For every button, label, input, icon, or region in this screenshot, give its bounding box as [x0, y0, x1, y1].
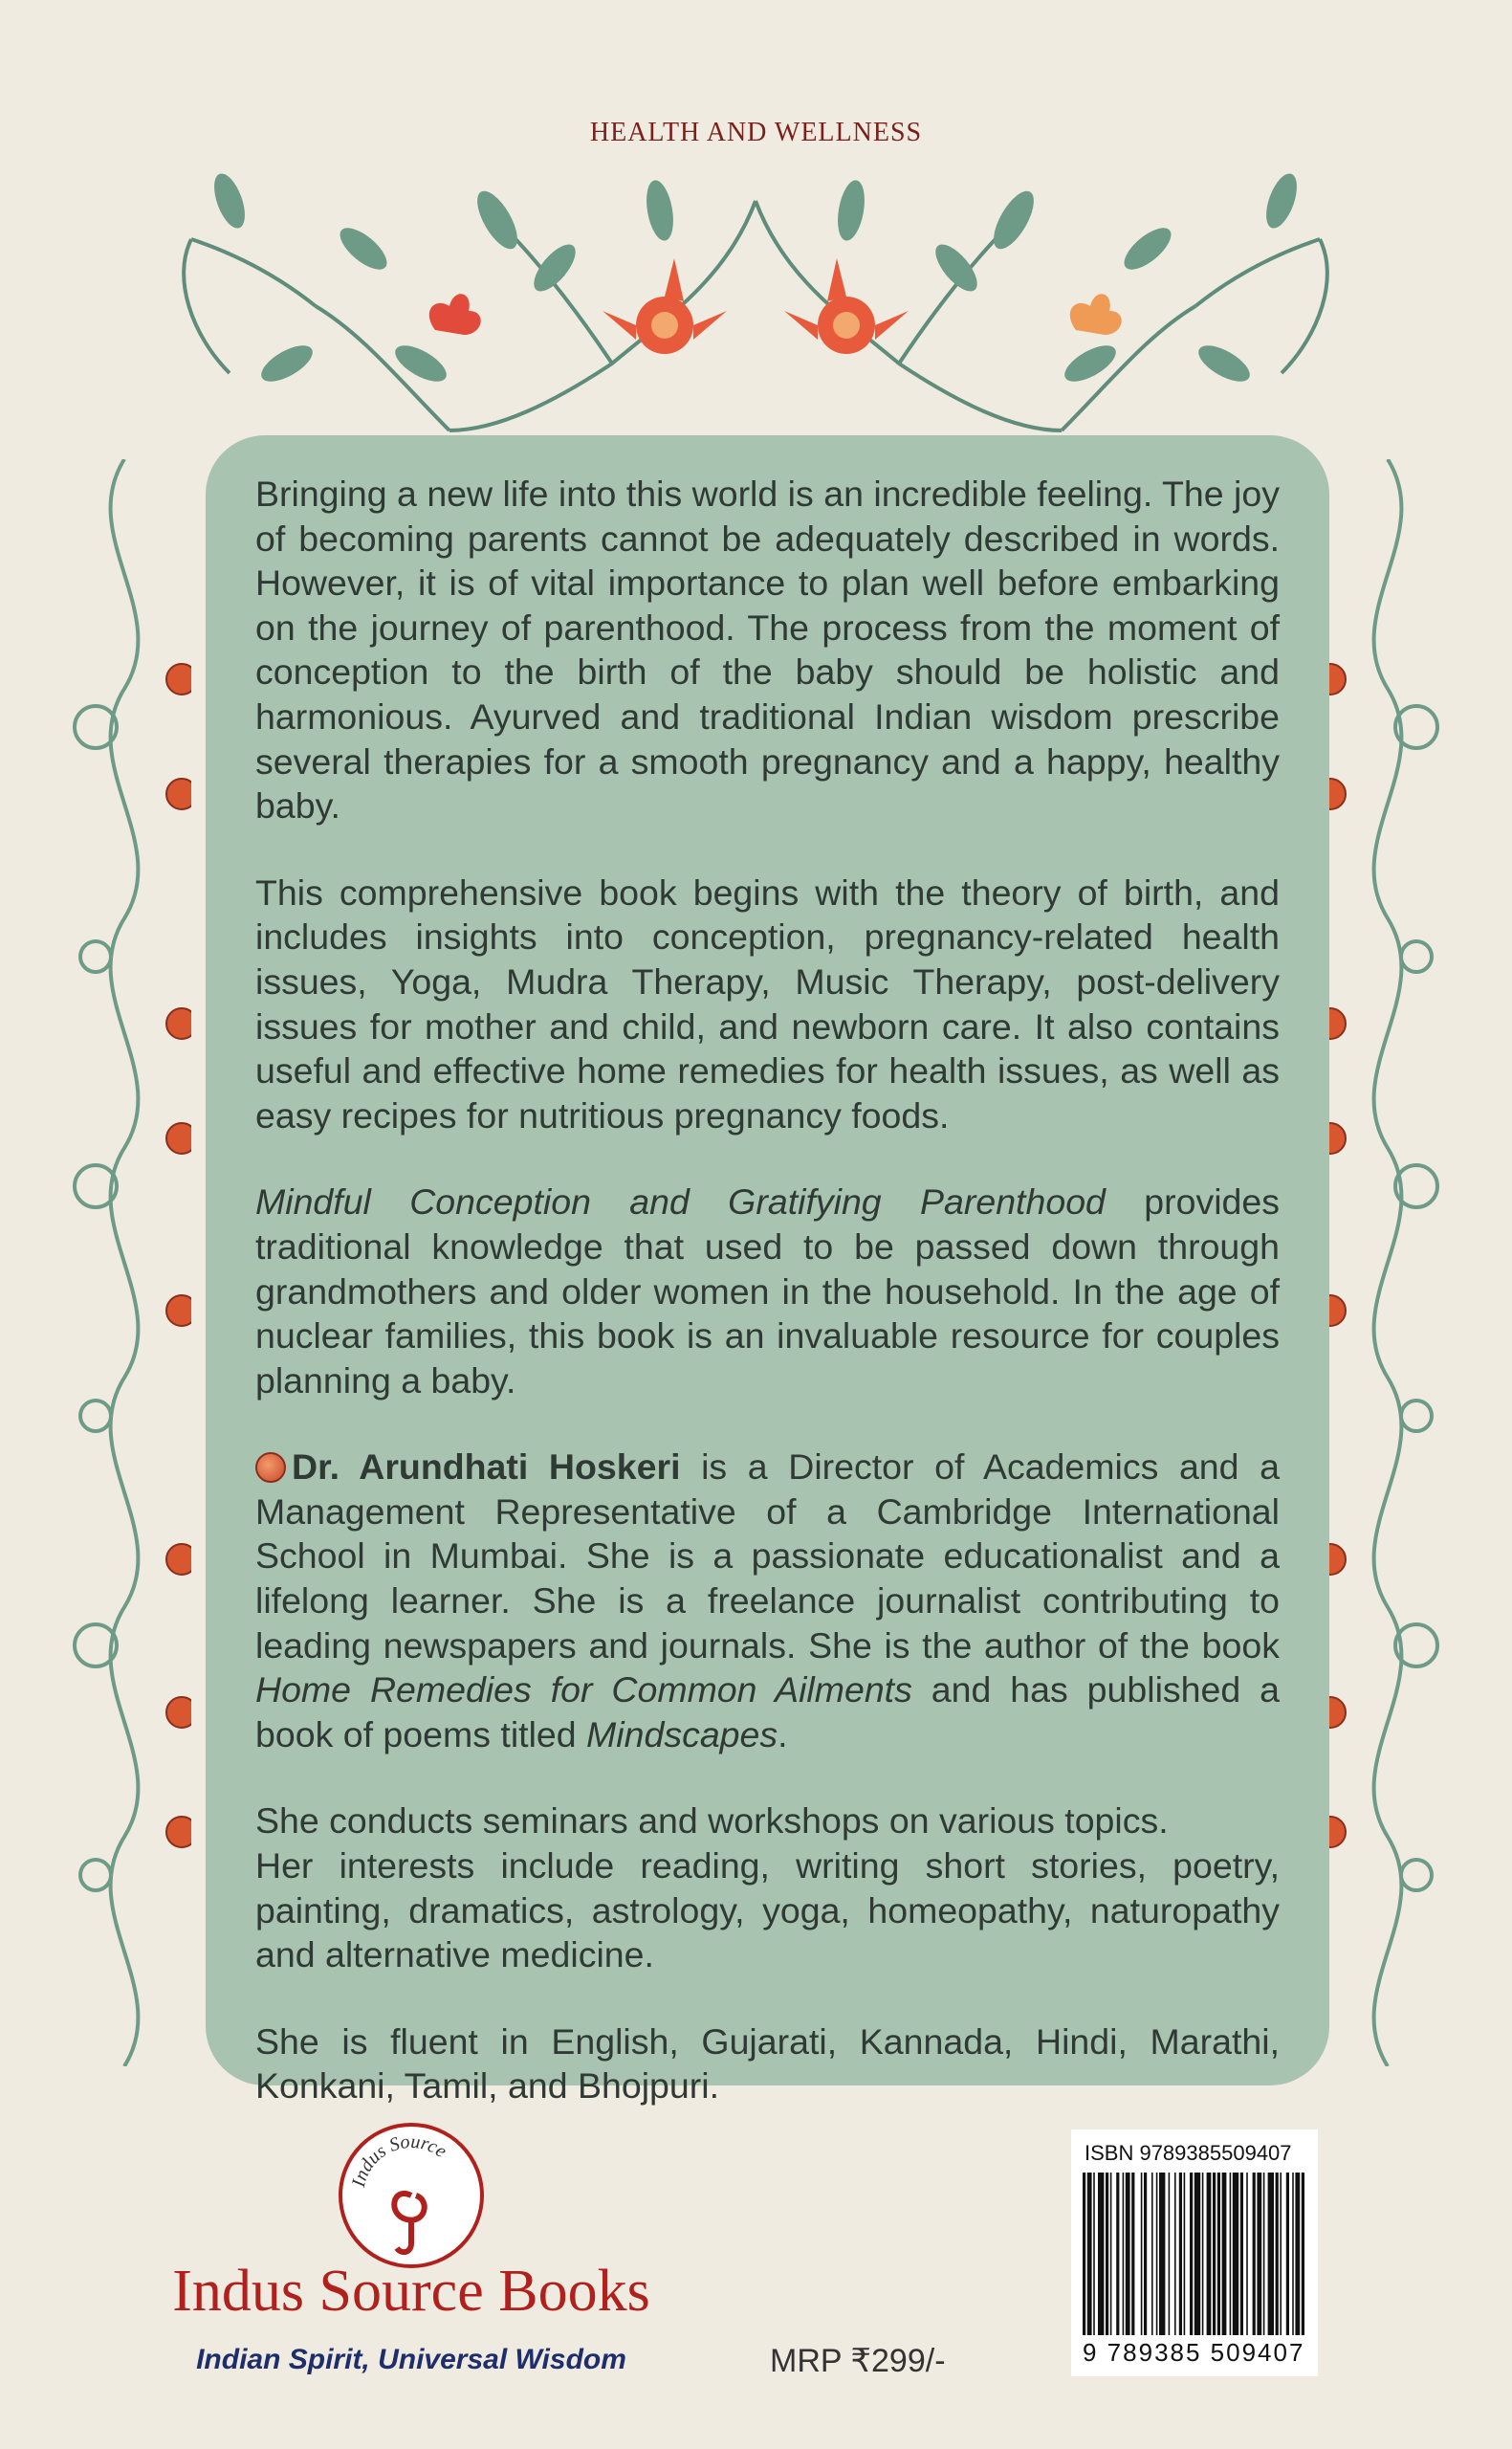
- barcode-bar: [1179, 2173, 1182, 2335]
- bullet-icon: [255, 1452, 286, 1483]
- barcode-bar: [1141, 2173, 1143, 2335]
- barcode-bar: [1106, 2173, 1108, 2335]
- publisher-logo-text: Indus Source: [347, 2130, 450, 2190]
- barcode-bar: [1292, 2173, 1294, 2335]
- bio-poems-title: Mindscapes: [586, 1713, 778, 1754]
- blurb-paragraph-1: Bringing a new life into this world is an incredible feeling. The joy of becoming parents cannot be adequately described in words. However, it is of vital importance to plan well before embarking on the journey of parenthood. The process from the moment of conception to the birth of the baby should be holistic and harmonious. Ayurved and traditional Indian wisdom prescribe several therapies for a smooth pregnancy and a happy, healthy baby.: [255, 474, 1280, 827]
- barcode-bar: [1233, 2173, 1238, 2335]
- barcode-bar: [1257, 2173, 1261, 2335]
- barcode-bar: [1126, 2173, 1130, 2335]
- bio-text-end: .: [778, 1713, 788, 1754]
- floral-ornament-top: [0, 143, 1512, 450]
- barcode-bar: [1194, 2173, 1200, 2335]
- barcode-bars: [1083, 2173, 1304, 2335]
- isbn-label: ISBN 9789385509407: [1085, 2141, 1292, 2165]
- publisher-logo: [335, 2119, 488, 2272]
- barcode-bar: [1174, 2173, 1176, 2335]
- barcode-bar: [1240, 2173, 1243, 2335]
- price-label: MRP ₹299/-: [770, 2343, 946, 2379]
- blurb-panel: [206, 435, 1329, 2107]
- barcode-bar: [1286, 2173, 1289, 2335]
- bio-book-title: Home Remedies for Common Ailments: [255, 1669, 912, 1710]
- flower-center-left: [603, 258, 727, 354]
- barcode-bar: [1217, 2173, 1220, 2335]
- barcode-bar: [1144, 2173, 1147, 2335]
- barcode: [1071, 2129, 1318, 2376]
- bio-text-1: is a Director of Academics and a Management Representative of a Cambridge International School in Mumbai. She is a passionate educationalist and a lifelong learner. She is a freelance journalist contributing to leading newspapers and journals. She is the author of the book: [255, 1446, 1280, 1666]
- barcode-bar: [1202, 2173, 1204, 2335]
- barcode-digits: 9 789385 509407: [1083, 2338, 1305, 2367]
- blurb-paragraph-3: [255, 1180, 1280, 1402]
- barcode-bar: [1263, 2173, 1265, 2335]
- author-name: Dr. Arundhati Hoskeri: [292, 1446, 681, 1488]
- barcode-bar: [1151, 2173, 1153, 2335]
- barcode-bar: [1280, 2173, 1282, 2335]
- barcode-bar: [1110, 2173, 1112, 2335]
- barcode-bar: [1123, 2173, 1125, 2335]
- category-label: HEALTH AND WELLNESS: [589, 118, 923, 147]
- barcode-bar: [1098, 2173, 1104, 2335]
- blurb-paragraph-3-text: provides traditional knowledge that used to be passed down through grandmothers and older women in the household. In the age of nuclear families, this book is an invaluable resource for couples planning a baby.: [255, 1181, 1280, 1401]
- barcode-bar: [1253, 2173, 1256, 2335]
- flower-far-right: [1070, 294, 1122, 335]
- barcode-bar: [1116, 2173, 1119, 2335]
- barcode-bar: [1246, 2173, 1248, 2335]
- author-bio: [255, 1445, 1280, 1756]
- barcode-bar: [1131, 2173, 1134, 2335]
- author-languages: She is fluent in English, Gujarati, Kannada, Hindi, Marathi, Konkani, Tamil, and Bhojpuri.: [255, 2020, 1280, 2107]
- seminars-line: She conducts seminars and workshops on various topics.: [255, 1800, 1169, 1842]
- interests-text: Her interests include reading, writing short stories, poetry, painting, dramatics, astrology, yoga, homeopathy, naturopathy and alternative medicine.: [255, 1845, 1280, 1975]
- book-title: Mindful Conception and Gratifying Parenthood: [255, 1181, 1106, 1223]
- publisher-name: Indus Source Books: [172, 2259, 650, 2324]
- barcode-bar: [1083, 2173, 1085, 2335]
- flower-center-right: [784, 258, 909, 354]
- barcode-bar: [1213, 2173, 1216, 2335]
- blurb-paragraph-2: This comprehensive book begins with the theory of birth, and includes insights into conception, pregnancy-related health issues, Yoga, Mudra Therapy, Music Therapy, post-delivery issues for mother and child, and newborn care. It also contains useful and effective home remedies for health issues, as well as easy recipes for nutritious pregnancy foods.: [255, 871, 1280, 1136]
- barcode-bar: [1190, 2173, 1193, 2335]
- barcode-bar: [1184, 2173, 1186, 2335]
- side-ornament-left: [57, 459, 191, 2066]
- barcode-bar: [1156, 2173, 1158, 2335]
- barcode-bar: [1169, 2173, 1171, 2335]
- side-ornament-right: [1321, 459, 1455, 2066]
- barcode-bar: [1276, 2173, 1279, 2335]
- barcode-bar: [1159, 2173, 1165, 2335]
- barcode-bar: [1093, 2173, 1095, 2335]
- barcode-bar: [1222, 2173, 1227, 2335]
- barcode-bar: [1087, 2173, 1092, 2335]
- barcode-bar: [1302, 2173, 1304, 2335]
- publisher-tagline: Indian Spirit, Universal Wisdom: [196, 2344, 626, 2375]
- barcode-bar: [1295, 2173, 1300, 2335]
- barcode-bar: [1230, 2173, 1232, 2335]
- flower-far-left: [429, 294, 481, 335]
- barcode-bar: [1268, 2173, 1274, 2335]
- barcode-bar: [1207, 2173, 1212, 2335]
- author-interests: [255, 1798, 1280, 1976]
- bio-text-2: and has published a book of poems titled: [255, 1669, 1280, 1754]
